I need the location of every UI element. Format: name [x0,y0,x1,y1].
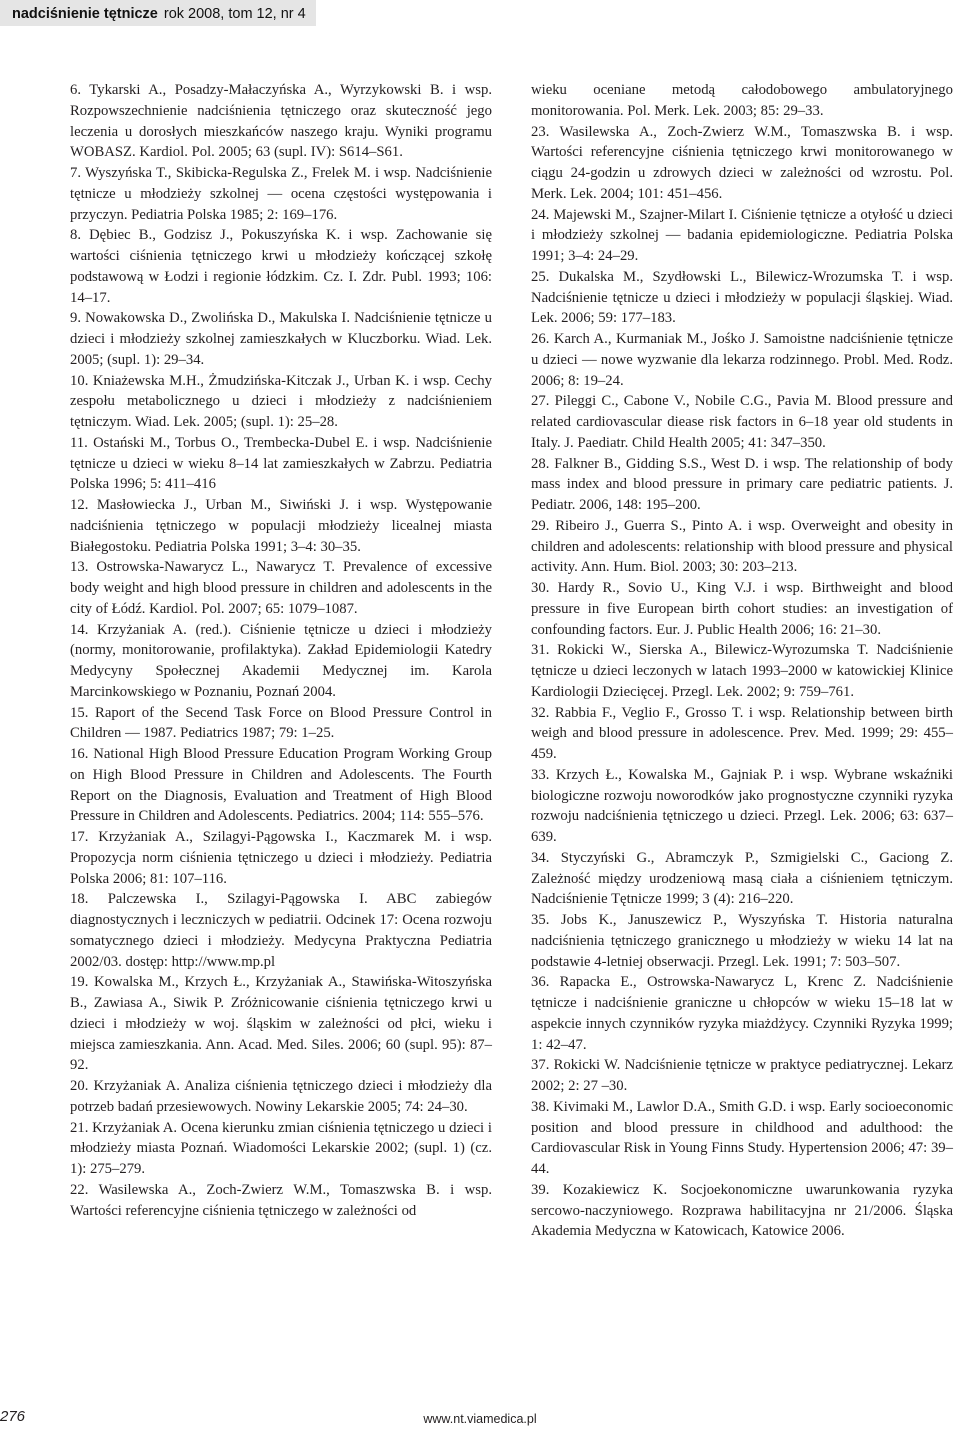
reference-item: 33. Krzych Ł., Kowalska M., Gajniak P. i wsp. Wybrane wskaźniki biologiczne rozwoju noworodków jako prognostyczne czynniki ryzyka rozwoju nadciśnienia tętniczego u dzieci. Przegl. Lek. 2006; 63: 637–639. [531,766,953,845]
reference-item: 34. Styczyński G., Abramczyk P., Szmigielski C., Gaciong Z. Zależność między urodzeniową masą ciała a ciśnieniem tętniczym. Nadciśnienie Tętnicze 1999; 3 (4): 216–220. [531,849,953,908]
reference-item: 21. Krzyżaniak A. Ocena kierunku zmian ciśnienia tętniczego u dzieci i młodzieży miasta Poznań. Wiadomości Lekarskie 2002; (supl. 1) (cz. 1): 275–279. [70,1119,492,1177]
reference-item: 16. National High Blood Pressure Education Program Working Group on High Blood Pressure in Children and Adolescents. The Fourth Report on the Diagnosis, Evaluation and Treatment of High Blood Pressure in Children and Adolescents. Pediatrics. 2004; 114: 555–576. [70,746,492,825]
journal-name: nadciśnienie tętnicze [12,6,158,22]
reference-item: wieku oceniane metodą całodobowego ambulatoryjnego monitorowania. Pol. Merk. Lek. 2003; 85: 29–33. [531,82,953,119]
page-number: 276 [0,1408,26,1425]
reference-item: 39. Kozakiewicz K. Socjoekonomiczne uwarunkowania ryzyka sercowo-naczyniowego. Rozprawa habilitacyjna nr 21/2006. Śląska Akademia Medyczna w Katowicach, Katowice 2006. [531,1181,953,1240]
references-left-column [70,80,492,1221]
reference-item: 8. Dębiec B., Godzisz J., Pokuszyńska K. i wsp. Zachowanie się wartości ciśnienia tętniczego krwi u młodzieży kończącej szkołę podstawową w Łodzi i regionie łódzkim. Cz. I. Zdr. Publ. 1993; 106: 14–17. [70,227,492,306]
reference-item: 13. Ostrowska-Nawarycz L., Nawarycz T. Prevalence of excessive body weight and high blood pressure in children and adolescents in the city of Łódź. Kardiol. Pol. 2007; 65: 1079–1087. [70,559,492,617]
reference-item: 26. Karch A., Kurmaniak M., Jośko J. Samoistne nadciśnienie tętnicze u dzieci — nowe wyzwanie dla lekarza rodzinnego. Probl. Med. Rodz. 2006; 8: 19–24. [531,331,953,389]
reference-item: 14. Krzyżaniak A. (red.). Ciśnienie tętnicze u dzieci i młodzieży (normy, monitorowanie, profilaktyka). Zakład Epidemiologii Katedry Medycyny Społecznej Akademii Medycznej im. Karola Marcinkowskiego w Poznaniu, Poznań 2004. [70,621,492,700]
reference-item: 7. Wyszyńska T., Skibicka-Regulska Z., Frelek M. i wsp. Nadciśnienie tętnicze u młodzieży szkolnej — ocena częstości występowania i przyczyn. Pediatria Polska 1985; 2: 169–176. [70,165,492,223]
reference-item: 11. Ostański M., Torbus O., Trembecka-Dubel E. i wsp. Nadciśnienie tętnicze u dzieci w wieku 8–14 lat zamieszkałych w Zabrzu. Pediatria Polska 1996; 5: 411–416 [70,434,492,493]
running-header [0,0,316,26]
footer-url[interactable]: www.nt.viamedica.pl [423,1412,537,1426]
reference-item: 15. Raport of the Secend Task Force on Blood Pressure Control in Children — 1987. Pediatrics 1987; 79: 1–25. [70,704,492,742]
reference-item: 18. Palczewska I., Szilagyi-Pągowska I. ABC zabiegów diagnostycznych i leczniczych w pediatrii. Odcinek 17: Ocena rozwoju somatycznego dzieci i młodzieży. Medycyna Praktyczna Pediatria 2002/03. dostęp: http://www.mp.pl [70,891,492,970]
reference-item: 37. Rokicki W. Nadciśnienie tętnicze w praktyce pediatrycznej. Lekarz 2002; 2: 27 –30. [531,1057,953,1094]
reference-item: 28. Falkner B., Gidding S.S., West D. i wsp. The relationship of body mass index and blood pressure in primary care pediatric patients. J. Pediatr. 2006, 148: 195–200. [531,455,953,513]
reference-item: 6. Tykarski A., Posadzy-Małaczyńska A., Wyrzykowski B. i wsp. Rozpowszechnienie nadciśnienia tętniczego oraz skuteczność jego leczenia u dorosłych mieszkańców naszego kraju. Wyniki programu WOBASZ. Kardiol. Pol. 2005; 63 (supl. IV): S614–S61. [70,82,492,161]
reference-item: 36. Rapacka E., Ostrowska-Nawarycz L, Krenc Z. Nadciśnienie tętnicze i nadciśnienie graniczne u chłopców w wieku 15–18 lat w aspekcie innych czynników ryzyka miażdżycy. Czynniki Ryzyka 1999; 1: 42–47. [531,974,953,1053]
reference-item: 12. Masłowiecka J., Urban M., Siwiński J. i wsp. Występowanie nadciśnienia tętniczego w populacji młodzieży licealnej miasta Białegostoku. Pediatria Polska 1991; 3–4: 30–35. [70,497,492,555]
reference-item: 10. Kniażewska M.H., Żmudzińska-Kitczak J., Urban K. i wsp. Cechy zespołu metabolicznego u dzieci i młodzieży z nadciśnieniem tętniczym. Wiad. Lek. 2005; (supl. 1): 25–28. [70,372,492,430]
reference-item: 27. Pileggi C., Cabone V., Nobile C.G., Pavia M. Blood pressure and related cardiovascular diease risk factors in 6–18 year old students in Italy. J. Paediatr. Child Health 2005; 41: 347–350. [531,393,953,451]
reference-item: 9. Nowakowska D., Zwolińska D., Makulska I. Nadciśnienie tętnicze u dzieci i młodzieży szkolnej zamieszkałych w Kluczborku. Wiad. Lek. 2005; (supl. 1): 29–34. [70,310,492,368]
reference-item: 35. Jobs K., Januszewicz P., Wyszyńska T. Historia naturalna nadciśnienia tętniczego granicznego u młodzieży w wieku 14 lat na podstawie 4-letniej obserwacji. Przegl. Lek. 1991; 7: 503–507. [531,912,953,970]
references-right-column [531,80,953,1242]
reference-item: 19. Kowalska M., Krzych Ł., Krzyżaniak A., Stawińska-Witoszyńska B., Zawiasa A., Siwik P. Zróżnicowanie ciśnienia tętniczego krwi u dzieci i młodzieży w woj. śląskim w zależności od płci, wieku i miejsca zamieszkania. Ann. Acad. Med. Siles. 2006; 60 (supl. 95): 87–92. [70,974,492,1074]
reference-item: 25. Dukalska M., Szydłowski L., Bilewicz-Wrozumska T. i wsp. Nadciśnienie tętnicze u dzieci i młodzieży w populacji śląskiej. Wiad. Lek. 2006; 59: 177–183. [531,268,953,327]
reference-item: 22. Wasilewska A., Zoch-Zwierz W.M., Tomaszwska B. i wsp. Wartości referencyjne ciśnienia tętniczego w zależności od [70,1181,492,1219]
reference-item: 17. Krzyżaniak A., Szilagyi-Pągowska I., Kaczmarek M. i wsp. Propozycja norm ciśnienia tętniczego u dzieci i młodzieży. Pediatria Polska 2006; 81: 107–116. [70,829,492,887]
reference-item: 31. Rokicki W., Sierska A., Bilewicz-Wyrozumska T. Nadciśnienie tętnicze u dzieci leczonych w latach 1993–2000 w katowickiej Klinice Kardiologii Dziecięcej. Przegl. Lek. 2002; 9: 759–761. [531,642,953,700]
reference-item: 30. Hardy R., Sovio U., King V.J. i wsp. Birthweight and blood pressure in five European birth cohort studies: an investigation of confounding factors. Eur. J. Public Health 2006; 16: 21–30. [531,580,953,638]
reference-item: 23. Wasilewska A., Zoch-Zwierz W.M., Tomaszwska B. i wsp. Wartości referencyjne ciśnienia tętniczego krwi monitorowanego w ciągu 24-godzin u zdrowych dzieci w zależności od wzrostu. Pol. Merk. Lek. 2004; 101: 451–456. [531,123,953,202]
reference-item: 29. Ribeiro J., Guerra S., Pinto A. i wsp. Overweight and obesity in children and adolescents: relationship with blood pressure and physical activity. Ann. Hum. Biol. 2003; 30: 203–213. [531,517,953,576]
reference-item: 20. Krzyżaniak A. Analiza ciśnienia tętniczego dzieci i młodzieży dla potrzeb badań przesiewowych. Nowiny Lekarskie 2005; 74: 24–30. [70,1078,492,1115]
issue-info: rok 2008, tom 12, nr 4 [163,6,306,22]
reference-item: 24. Majewski M., Szajner-Milart I. Ciśnienie tętnicze a otyłość u dzieci i młodzieży szkolnej — badania epidemiologiczne. Pediatria Polska 1991; 3–4: 24–29. [531,206,953,264]
reference-item: 38. Kivimaki M., Lawlor D.A., Smith G.D. i wsp. Early socioeconomic position and blood pressure in childhood and adulthood: the Cardiovascular Risk in Young Finns Study. Hypertension 2006; 47: 39–44. [531,1098,953,1177]
reference-item: 32. Rabbia F., Veglio F., Grosso T. i wsp. Relationship between birth weigh and blood pressure in adolescence. Prev. Med. 1999; 29: 455–459. [531,704,953,762]
